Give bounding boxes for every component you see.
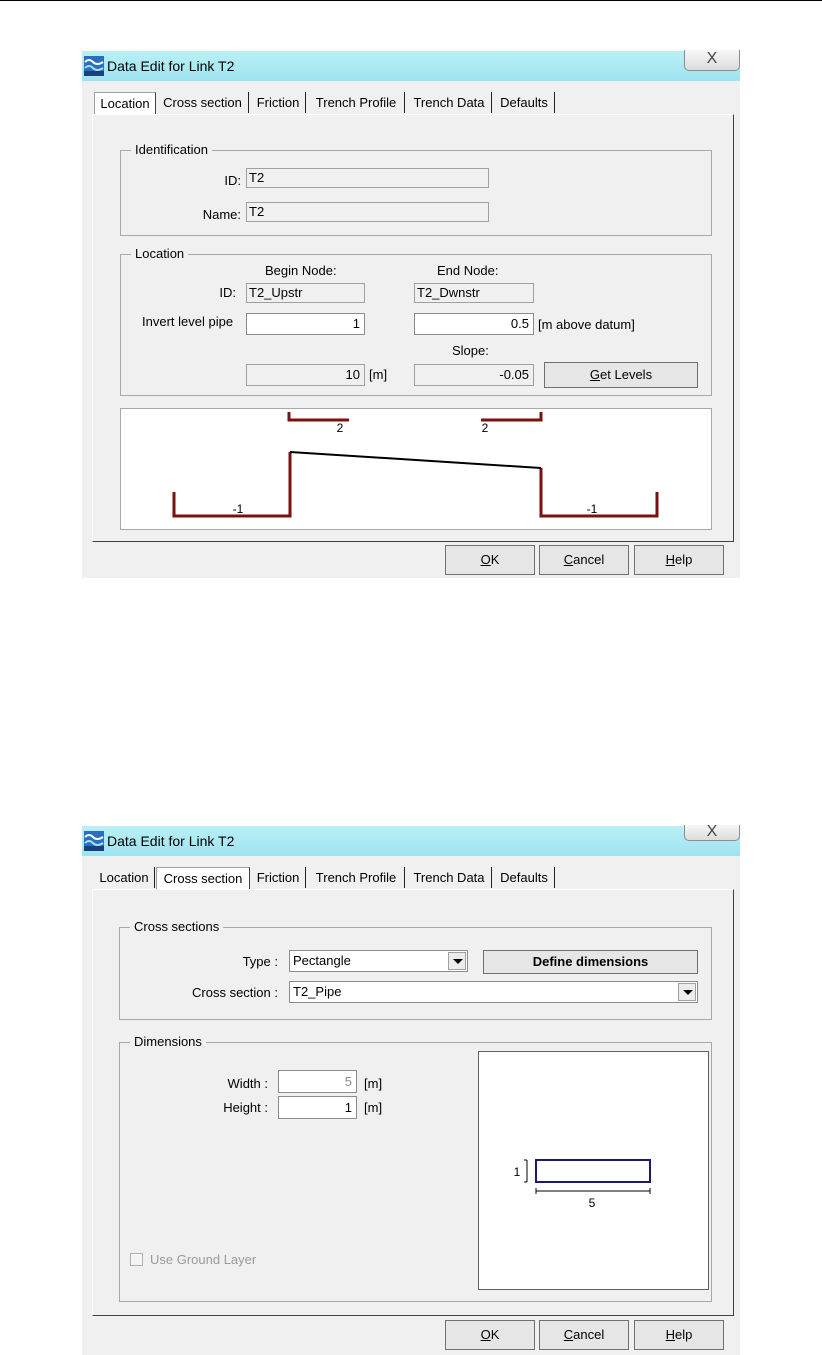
upstream-node-outline (289, 412, 349, 420)
help-button[interactable] (634, 1320, 724, 1350)
ok-text: K (490, 552, 500, 567)
downstream-top-label: 2 (481, 421, 489, 435)
chevron-down-icon[interactable] (678, 983, 696, 1001)
ok-accel: O (480, 1327, 491, 1342)
dimensions-group (119, 1034, 712, 1302)
end-node-id-field[interactable]: T2_Dwnstr (414, 283, 534, 303)
get-levels-button[interactable] (544, 362, 698, 388)
title-bar[interactable] (82, 823, 740, 856)
name-field[interactable]: T2 (246, 202, 489, 222)
help-text: elp (675, 552, 693, 567)
location-group-label: Location (131, 246, 188, 261)
cross-sections-group (119, 919, 712, 1020)
tab-cross-section[interactable]: Cross section (156, 867, 250, 890)
get-levels-text: et Levels (600, 367, 653, 382)
cross-section-drawing (479, 1052, 708, 1289)
use-ground-layer-label: Use Ground Layer (150, 1252, 257, 1267)
end-node-label: End Node: (437, 263, 499, 278)
help-accel: H (665, 552, 676, 567)
begin-invert-input[interactable]: 1 (246, 313, 365, 335)
tab-defaults[interactable]: Defaults (494, 867, 555, 888)
preview-width-label: 5 (588, 1196, 596, 1210)
height-input[interactable]: 1 (278, 1096, 357, 1119)
tab-trench-data[interactable]: Trench Data (407, 867, 492, 888)
node-id-label: ID: (219, 285, 236, 300)
close-icon: X (706, 823, 718, 840)
type-select-value: Pectangle (293, 953, 351, 968)
tab-location[interactable]: Location (94, 867, 155, 888)
chevron-down-icon[interactable] (448, 952, 466, 970)
title-bar[interactable] (82, 51, 740, 81)
end-invert-input[interactable]: 0.5 (414, 313, 534, 335)
close-button[interactable] (684, 825, 740, 841)
pipe-invert-line (290, 452, 541, 468)
tab-trench-data[interactable]: Trench Data (407, 92, 492, 113)
id-label: ID: (224, 173, 241, 188)
length-unit-label: [m] (369, 367, 388, 382)
tab-friction[interactable]: Friction (251, 92, 306, 113)
data-edit-dialog-cross-section (82, 823, 740, 1355)
app-icon (84, 831, 104, 851)
cancel-text: ancel (573, 1327, 605, 1342)
height-label: Height : (223, 1100, 268, 1115)
dialog-title: Data Edit for Link T2 (107, 833, 235, 849)
upstream-bottom-label: -1 (232, 502, 244, 516)
length-field[interactable]: 10 (246, 364, 365, 386)
cross-section-select[interactable] (289, 981, 698, 1003)
downstream-node-outline (481, 412, 541, 420)
page-top-rule (0, 0, 822, 1)
type-label: Type : (242, 954, 278, 969)
slope-field[interactable]: -0.05 (414, 364, 534, 386)
app-icon (84, 56, 104, 76)
height-unit-label: [m] (364, 1100, 383, 1115)
cross-section-select-value: T2_Pipe (293, 984, 342, 999)
begin-node-label: Begin Node: (265, 263, 337, 278)
location-group (120, 246, 712, 396)
ok-button[interactable] (445, 545, 535, 575)
ok-button[interactable] (445, 1320, 535, 1350)
id-field[interactable]: T2 (246, 168, 489, 188)
tab-trench-profile[interactable]: Trench Profile (308, 92, 405, 113)
preview-height-label: 1 (513, 1165, 521, 1179)
identification-group-label: Identification (131, 142, 212, 157)
downstream-bottom-label: -1 (586, 502, 598, 516)
slope-label: Slope: (452, 343, 489, 358)
width-label: Width : (227, 1076, 268, 1091)
data-edit-dialog-location (82, 51, 740, 578)
cross-section-preview (478, 1051, 709, 1290)
get-levels-accel: G (589, 367, 601, 382)
cancel-accel: C (563, 552, 574, 567)
invert-level-label: Invert level pipe (142, 314, 234, 329)
type-select[interactable] (289, 950, 468, 972)
upstream-top-label: 2 (336, 421, 344, 435)
cancel-text: ancel (573, 552, 605, 567)
cross-section-label: Cross section : (192, 985, 278, 1000)
ok-text: K (490, 1327, 500, 1342)
cancel-accel: C (563, 1327, 574, 1342)
close-icon: X (706, 50, 718, 67)
tab-defaults[interactable]: Defaults (494, 92, 555, 113)
tab-trench-profile[interactable]: Trench Profile (308, 867, 405, 888)
use-ground-layer-checkbox[interactable] (130, 1253, 143, 1266)
close-button[interactable] (684, 50, 740, 71)
cancel-button[interactable] (539, 1320, 629, 1350)
identification-group (120, 142, 712, 236)
begin-node-id-field[interactable]: T2_Upstr (246, 283, 365, 303)
tab-friction[interactable]: Friction (251, 867, 306, 888)
longitudinal-profile-view (120, 408, 712, 530)
cancel-button[interactable] (539, 545, 629, 575)
downstream-manhole-wall (541, 468, 657, 516)
width-unit-label: [m] (364, 1076, 383, 1091)
define-dimensions-button[interactable]: Define dimensions (483, 950, 698, 974)
help-text: elp (675, 1327, 693, 1342)
help-accel: H (665, 1327, 676, 1342)
name-label: Name: (202, 207, 241, 222)
ok-accel: O (480, 552, 491, 567)
help-button[interactable] (634, 545, 724, 575)
cross-sections-group-label: Cross sections (130, 919, 223, 934)
dialog-title: Data Edit for Link T2 (107, 58, 235, 74)
tab-location[interactable]: Location (94, 92, 156, 115)
width-input[interactable]: 5 (278, 1070, 357, 1093)
pipe-cross-section-rect (536, 1160, 650, 1182)
dimensions-group-label: Dimensions (130, 1034, 206, 1049)
profile-drawing (121, 409, 711, 529)
tab-cross-section[interactable]: Cross section (157, 92, 249, 113)
invert-unit-label: [m above datum] (538, 317, 635, 332)
